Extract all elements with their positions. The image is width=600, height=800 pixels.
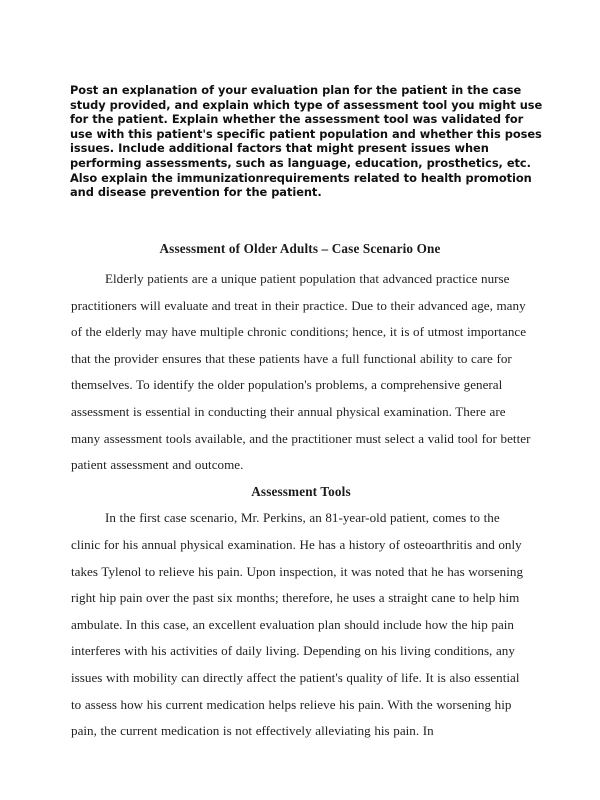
assignment-prompt-block <box>70 83 547 200</box>
document-title: Assessment of Older Adults – Case Scenario One <box>159 241 441 256</box>
section-heading-assessment-tools: Assessment Tools <box>251 483 351 499</box>
assignment-prompt-text: Post an explanation of your evaluation plan for the patient in the case study provided, and explain which type of assessment tool you might use for the patient. Explain whether the assessment tool was validated for use with this patient's specific patient population and whether this poses issues. Include additional factors that might present issues when performing assessments, such as language, education, prosthetics, etc. Also explain the immunizationrequirements related to health promotion and disease prevention for the patient. <box>70 83 547 200</box>
body-paragraph: In the first case scenario, Mr. Perkins, an 81-year-old patient, comes to the clinic for his annual physical examination. He has a history of osteoarthritis and only takes Tylenol to relieve his pain. Upon inspection, it was noted that he has worsening right hip pain over the past six months; therefore, he uses a straight cane to help him ambulate. In this case, an excellent evaluation plan should include how the hip pain interferes with his activities of daily living. Depending on his living conditions, any issues with mobility can directly affect the patient's quality of life. It is also essential to assess how his current medication helps relieve his pain. With the worsening hip pain, the current medication is not effectively alleviating his pain. In <box>71 510 524 739</box>
body-paragraph: Elderly patients are a unique patient population that advanced practice nurse practitioners will evaluate and treat in their practice. Due to their advanced age, many of the elderly may have multiple chronic conditions; hence, it is of utmost importance that the provider ensures that these patients have a full functional ability to care for themselves. To identify the older population's problems, a comprehensive general assessment is essential in conducting their annual physical examination. There are many assessment tools available, and the practitioner must select a valid tool for better patient assessment and outcome. <box>71 271 531 473</box>
document-body <box>71 266 531 745</box>
